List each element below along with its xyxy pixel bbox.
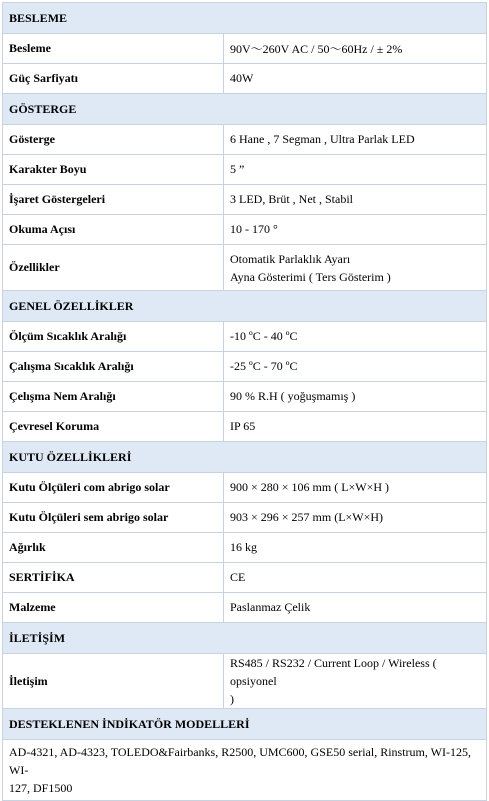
- table-row: [3, 473, 487, 503]
- table-row: [3, 215, 487, 245]
- row-value: -25 ºC - 70 ºC: [224, 352, 487, 382]
- specifications-table: [2, 2, 487, 801]
- row-value: [224, 654, 487, 709]
- row-label: Kutu Ölçüleri com abrigo solar: [3, 473, 224, 503]
- row-value: -10 ºC - 40 ºC: [224, 322, 487, 352]
- row-value: 40W: [224, 64, 487, 94]
- row-label: Ağırlık: [3, 533, 224, 563]
- row-label: Ölçüm Sıcaklık Aralığı: [3, 322, 224, 352]
- table-row: [3, 654, 487, 709]
- table-row: [3, 382, 487, 412]
- row-label: Güç Sarfiyatı: [3, 64, 224, 94]
- row-label: Kutu Ölçüleri sem abrigo solar: [3, 503, 224, 533]
- section-header: [3, 94, 487, 125]
- table-row: [3, 185, 487, 215]
- table-row: [3, 593, 487, 623]
- value-line: AD-4321, AD-4323, TOLEDO&Fairbanks, R2500, UMC600, GSE50 serial, Rinstrum, WI-125, WI-: [9, 745, 471, 777]
- row-value: CE: [224, 563, 487, 593]
- supported-models-text: [3, 740, 487, 801]
- row-value: 6 Hane , 7 Segman , Ultra Parlak LED: [224, 125, 487, 155]
- table-row: [3, 322, 487, 352]
- row-value: [224, 245, 487, 291]
- row-value: 10 - 170 °: [224, 215, 487, 245]
- row-value: 900 × 280 × 106 mm ( L×W×H ): [224, 473, 487, 503]
- section-title-iletisim: İLETİŞİM: [3, 623, 487, 654]
- section-header: [3, 3, 487, 34]
- row-value: Paslanmaz Çelik: [224, 593, 487, 623]
- row-value: 90V～260V AC / 50～60Hz / ± 2%: [224, 34, 487, 64]
- value-line: ): [230, 692, 234, 706]
- row-label: Okuma Açısı: [3, 215, 224, 245]
- row-label: Malzeme: [3, 593, 224, 623]
- section-title-besleme: BESLEME: [3, 3, 487, 34]
- table-row: [3, 740, 487, 801]
- row-label: Çalışma Sıcaklık Aralığı: [3, 352, 224, 382]
- table-row: [3, 533, 487, 563]
- section-title-desteklenen-indikator-modelleri: DESTEKLENEN İNDİKATÖR MODELLERİ: [3, 709, 487, 740]
- row-label: Çevresel Koruma: [3, 412, 224, 442]
- section-header: [3, 291, 487, 322]
- value-line: RS485 / RS232 / Current Loop / Wireless ( opsiyonel: [230, 656, 437, 688]
- section-header: [3, 442, 487, 473]
- row-label: Karakter Boyu: [3, 155, 224, 185]
- row-label: SERTİFİKA: [3, 563, 224, 593]
- section-header: [3, 623, 487, 654]
- row-value: 3 LED, Brüt , Net , Stabil: [224, 185, 487, 215]
- row-label: Özellikler: [3, 245, 224, 291]
- row-value: 5 ”: [224, 155, 487, 185]
- value-line: Otomatik Parlaklık Ayarı: [230, 251, 351, 266]
- value-line: 127, DF1500: [9, 781, 73, 795]
- row-label: Çelışma Nem Aralığı: [3, 382, 224, 412]
- table-row: [3, 412, 487, 442]
- table-row: [3, 34, 487, 64]
- table-row: [3, 155, 487, 185]
- table-row: [3, 125, 487, 155]
- table-row: [3, 352, 487, 382]
- section-title-gosterge: GÖSTERGE: [3, 94, 487, 125]
- table-row: [3, 503, 487, 533]
- row-value: 90 % R.H ( yoğuşmamış ): [224, 382, 487, 412]
- table-row: [3, 563, 487, 593]
- row-value: 903 × 296 × 257 mm (L×W×H): [224, 503, 487, 533]
- row-label: Besleme: [3, 34, 224, 64]
- row-label: İletişim: [3, 654, 224, 709]
- section-title-kutu-ozellikleri: KUTU ÖZELLİKLERİ: [3, 442, 487, 473]
- section-title-genel-ozellikler: GENEL ÖZELLİKLER: [3, 291, 487, 322]
- row-label: Gösterge: [3, 125, 224, 155]
- table-row: [3, 64, 487, 94]
- row-value: IP 65: [224, 412, 487, 442]
- value-line: Ayna Gösterimi ( Ters Gösterim ): [230, 269, 391, 284]
- row-value: 16 kg: [224, 533, 487, 563]
- row-label: İşaret Göstergeleri: [3, 185, 224, 215]
- section-header: [3, 709, 487, 740]
- table-row: [3, 245, 487, 291]
